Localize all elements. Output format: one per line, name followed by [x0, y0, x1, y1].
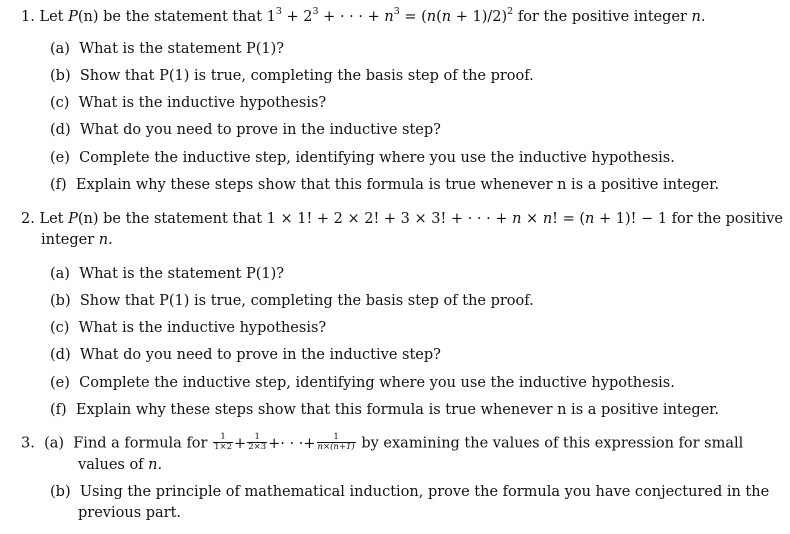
fraction-2: $\frac{1}{2\times 3}$ [248, 432, 267, 452]
part-1e: (e) Complete the inductive step, identifying where you use the inductive hypothesis. [50, 150, 675, 166]
part-1c: (c) What is the inductive hypothesis? [50, 95, 327, 111]
problem-1-statement: 1. Let P(n) be the statement that $1^3 + 2^3$ + · · · + $n^3 = (n(n + 1)/2)^2$ for the positive integer n. [21, 6, 706, 25]
problem-1-number: 1. [21, 9, 35, 25]
formula-1: $1^3 + 2^3$ + · · · + $n^3 = (n(n + 1)/2)^2$ [266, 6, 514, 25]
part-2f: (f) Explain why these steps show that this formula is true whenever n is a positive integer. [50, 402, 720, 418]
problem-2-number: 2. [21, 211, 35, 227]
fraction-3: $\frac{1}{n\times(n+1)}$ [317, 432, 355, 452]
problem-3-part-a: 3. (a) Find a formula for $\frac{1}{1\times 2}$ + $\frac{1}{2\times 3}$ +· · ·+ $\frac{1}{n\times(n+1)}$ by examining the values of this expression for small [21, 432, 744, 452]
problem-2-statement: 2. Let P(n) be the statement that 1 × 1! + 2 × 2! + 3 × 3! + · · · + n × n! = (n + 1)! − 1 for the positive [21, 211, 783, 227]
part-1d: (d) What do you need to prove in the inductive step? [50, 122, 441, 138]
formula-2: 1 × 1! + 2 × 2! + 3 × 3! + · · · + n × n! = (n + 1)! − 1 [266, 211, 668, 227]
part-3b: (b) Using the principle of mathematical induction, prove the formula you have conjectured in the [50, 484, 770, 500]
part-1f: (f) Explain why these steps show that this formula is true whenever n is a positive integer. [50, 177, 720, 193]
fraction-sum: $\frac{1}{1\times 2}$ + $\frac{1}{2\times 3}$ +· · ·+ $\frac{1}{n\times(n+1)}$ [214, 432, 355, 452]
problem-3-part-a-cont: values of n. [78, 457, 163, 473]
problem-3-number: 3. [21, 435, 35, 452]
fraction-1: $\frac{1}{1\times 2}$ [214, 432, 233, 452]
part-2e: (e) Complete the inductive step, identifying where you use the inductive hypothesis. [50, 375, 675, 391]
part-2b: (b) Show that P(1) is true, completing the basis step of the proof. [50, 293, 534, 309]
part-3b-cont: previous part. [78, 505, 182, 521]
part-2c: (c) What is the inductive hypothesis? [50, 320, 327, 336]
part-1a: (a) What is the statement P(1)? [50, 41, 285, 57]
part-2d: (d) What do you need to prove in the inductive step? [50, 347, 441, 363]
part-1b: (b) Show that P(1) is true, completing the basis step of the proof. [50, 68, 534, 84]
part-2a: (a) What is the statement P(1)? [50, 266, 285, 282]
problem-2-statement-cont: integer n. [41, 232, 113, 248]
